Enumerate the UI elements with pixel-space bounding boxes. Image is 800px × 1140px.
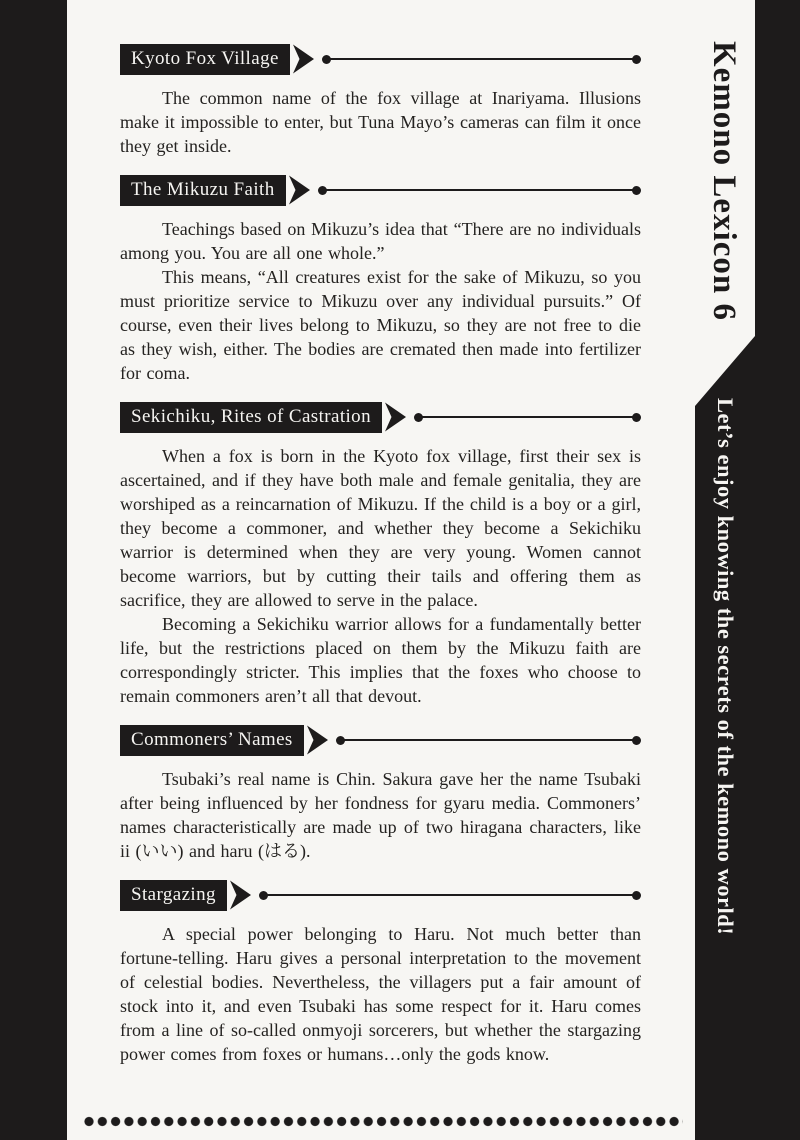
section-header — [120, 725, 641, 755]
section-title: The Mikuzu Faith — [120, 175, 286, 206]
leader-line — [322, 55, 641, 64]
leader-line — [318, 186, 641, 195]
body-paragraph: This means, “All creatures exist for the sake of Mikuzu, so you must prioritize service to Mikuzu over any individual pursuits.” Of course, even their lives belong to Mikuzu, so they are not free to die as they wish, either. The bodies are cremated then made into fertilizer for coma. — [120, 267, 641, 383]
leader-end-dot-icon — [632, 413, 641, 422]
section-title: Stargazing — [120, 880, 227, 911]
body-paragraph: When a fox is born in the Kyoto fox village, first their sex is ascertained, and if they have both male and female genitalia, they are worshiped as a reincarnation of Mikuzu. If the child is a boy or a girl, they become a commoner, and whether they become a Sekichiku warrior is determined when they are very young. Women cannot become warriors, but by cutting their tails and offering them as sacrifice, they are allowed to serve in the palace. — [120, 446, 641, 610]
leader-line — [414, 413, 641, 422]
leader-end-dot-icon — [632, 186, 641, 195]
body-paragraph: Becoming a Sekichiku warrior allows for a fundamentally better life, but the restrictions placed on them by the Mikuzu faith are correspondingly stricter. This implies that the foxes who choose to remain commoners aren’t all that devout. — [120, 614, 641, 706]
lexicon-section — [120, 402, 641, 708]
sidebar-volume-title: Kemono Lexicon 6 — [706, 41, 743, 321]
section-header — [120, 402, 641, 432]
arrow-right-icon — [385, 401, 406, 433]
section-header — [120, 44, 641, 74]
arrow-right-icon — [307, 724, 328, 756]
leader-rule — [344, 739, 633, 741]
arrow-right-icon — [293, 43, 314, 75]
leader-line — [259, 891, 641, 900]
body-paragraph: The common name of the fox village at Inariyama. Illusions make it impossible to enter, but Tuna Mayo’s cameras can film it once they get inside. — [120, 88, 641, 156]
body-paragraph: A special power belonging to Haru. Not much better than fortune-telling. Haru gives a personal interpretation to the movement of celestial bodies. Nevertheless, the villagers put a fair amount of stock into it, and even Tsubaki has some respect for it. Haru comes from a line of so-called onmyoji sorcerers, but whether the stargazing power comes from foxes or humans…only the gods know. — [120, 924, 641, 1064]
section-body — [120, 767, 641, 863]
lexicon-section — [120, 175, 641, 385]
leader-end-dot-icon — [632, 736, 641, 745]
bottom-dots-divider — [84, 1115, 683, 1128]
leader-rule — [422, 416, 633, 418]
section-title: Sekichiku, Rites of Castration — [120, 402, 382, 433]
arrow-right-icon — [230, 879, 251, 911]
section-title: Kyoto Fox Village — [120, 44, 290, 75]
body-paragraph: Teachings based on Mikuzu’s idea that “There are no individuals among you. You are all one whole.” — [120, 219, 641, 263]
leader-line — [336, 736, 641, 745]
section-body — [120, 922, 641, 1066]
lexicon-section — [120, 880, 641, 1066]
lexicon-section — [120, 44, 641, 158]
leader-rule — [267, 894, 633, 896]
leader-rule — [330, 58, 633, 60]
section-header — [120, 880, 641, 910]
sidebar-tagline: Let’s enjoy knowing the secrets of the kemono world! — [713, 398, 738, 936]
section-body — [120, 86, 641, 158]
arrow-right-icon — [289, 174, 310, 206]
section-body — [120, 217, 641, 385]
left-margin-bar — [0, 0, 67, 1140]
section-body — [120, 444, 641, 708]
leader-end-dot-icon — [632, 55, 641, 64]
leader-rule — [326, 189, 633, 191]
body-paragraph: Tsubaki’s real name is Chin. Sakura gave her the name Tsubaki after being influenced by her fondness for gyaru media. Commoners’ names characteristically are made up of two hiragana characters, like ii (いい) and haru (はる). — [120, 769, 641, 861]
leader-end-dot-icon — [632, 891, 641, 900]
lexicon-section — [120, 725, 641, 863]
section-header — [120, 175, 641, 205]
lexicon-content — [120, 44, 641, 1083]
section-title: Commoners’ Names — [120, 725, 304, 756]
